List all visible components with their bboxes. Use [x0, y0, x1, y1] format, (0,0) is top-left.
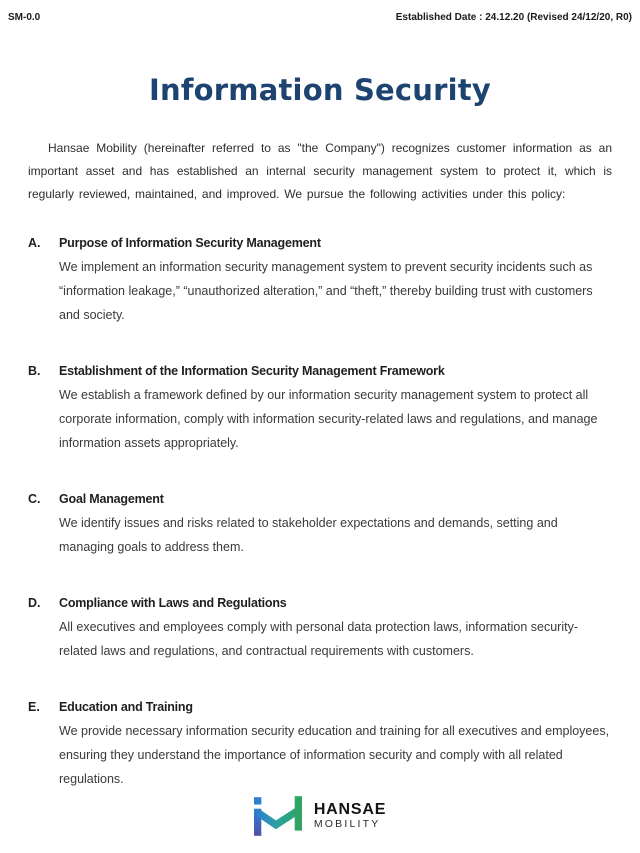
section-letter: C. [28, 492, 41, 506]
section-body: We implement an information security management system to prevent security incidents such as “information leakage,” “unauthorized alteration,” and “theft,” thereby building trust with customers and society. [59, 260, 593, 322]
document-code: SM-0.0 [8, 12, 41, 23]
section-c [28, 487, 612, 559]
section-heading: Education and Training [59, 700, 193, 714]
logo-wordmark [314, 801, 386, 831]
intro-paragraph: Hansae Mobility (hereinafter referred to as "the Company") recognizes customer information as an important asset and has established an internal security management system to protect it, which is regularly reviewed, maintained, and improved. We pursue the following activities under this policy: [28, 141, 612, 201]
section-letter: B. [28, 364, 41, 378]
logo-division-name: MOBILITY [313, 818, 381, 830]
policy-sections [28, 231, 612, 791]
document-header [0, 0, 640, 23]
section-body: We identify issues and risks related to stakeholder expectations and demands, setting and managing goals to address them. [59, 516, 558, 554]
company-logo [0, 796, 640, 836]
section-heading: Goal Management [59, 492, 164, 506]
logo-brand-name: HANSAE [313, 801, 387, 818]
section-letter: D. [28, 596, 41, 610]
section-body: We provide necessary information security education and training for all executives and employees, ensuring they understand the importance of information security and comply with all related regulations. [59, 724, 610, 786]
established-date: Established Date : 24.12.20 (Revised 24/12/20, R0) [395, 12, 632, 23]
section-letter: A. [28, 236, 41, 250]
page-title: Information Security [149, 73, 491, 107]
section-body: We establish a framework defined by our information security management system to protect all corporate information, comply with information security-related laws and regulations, and manage information assets appropriately. [59, 388, 598, 450]
section-heading: Compliance with Laws and Regulations [59, 596, 287, 610]
section-b [28, 359, 612, 455]
section-body: All executives and employees comply with personal data protection laws, information security-related laws and regulations, and contractual requirements with customers. [59, 620, 578, 658]
section-letter: E. [28, 700, 40, 714]
section-heading: Purpose of Information Security Management [59, 236, 321, 250]
section-e [28, 695, 612, 791]
section-d [28, 591, 612, 663]
section-a [28, 231, 612, 327]
section-heading: Establishment of the Information Security Management Framework [59, 364, 445, 378]
hansae-mobility-logo-icon [254, 796, 302, 836]
